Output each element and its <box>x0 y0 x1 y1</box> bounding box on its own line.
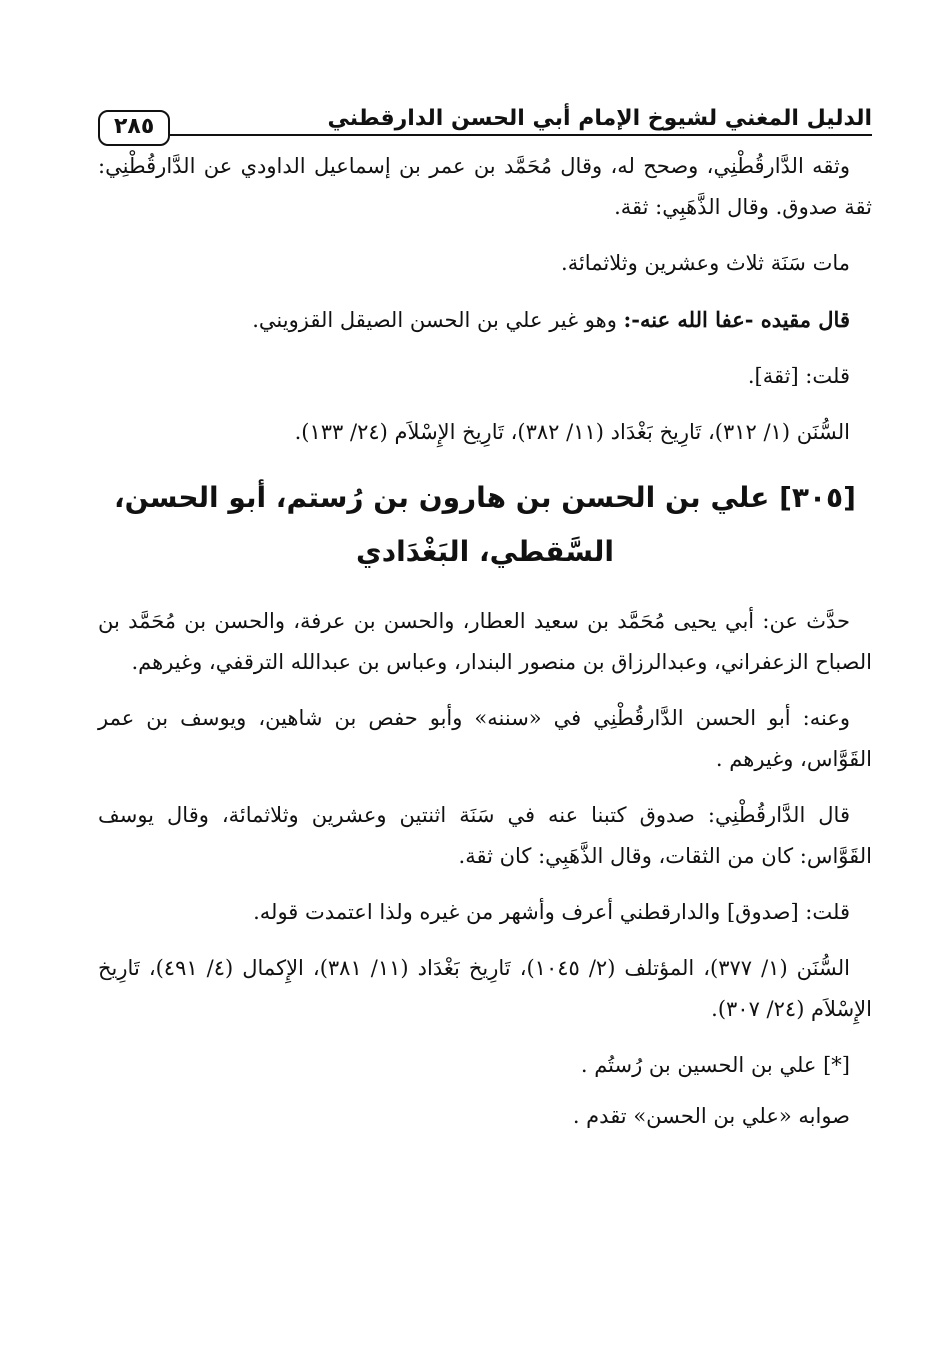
paragraph-cross-reference: [*] علي بن الحسين بن رُستُم . <box>580 1053 850 1077</box>
paragraph-trust: وثقه الدَّارقُطْنِي، وصحح له، وقال مُحَمَّد بن عمر بن إسماعيل الداودي عن الدَّارقُطْنِي: ثقة صدوق. وقال الذَّهَبِي: ثقة. <box>98 154 872 219</box>
paragraph-sources-2: السُّنَن (١/ ٣٧٧)، المؤتلف (٢/ ١٠٤٥)، تَارِيخ بَغْدَاد (١١/ ٣٨١)، الإِكمال (٤/ ٤٩١)، تَارِيخ الإِسْلاَم (٢٤/ ٣٠٧). <box>98 956 872 1021</box>
paragraph-sources: السُّنَن (١/ ٣١٢)، تَارِيخ بَغْدَاد (١١/ ٣٨٢)، تَارِيخ الإِسْلاَم (٢٤/ ١٣٣). <box>294 420 850 444</box>
page-number: ٢٨٥ <box>98 110 170 146</box>
entry-heading-line1: [٣٠٥] علي بن الحسن بن هارون بن رُستم، أبو الحسن، <box>114 481 856 514</box>
page-content <box>98 146 872 1137</box>
paragraph-verdict: قلت: [ثقة]. <box>747 364 850 388</box>
editor-note-text: وهو غير علي بن الحسن الصيقل القزويني. <box>252 308 624 332</box>
paragraph-correction: صوابه «علي بن الحسن» تقدم . <box>572 1104 850 1128</box>
editor-note-label: قال مقيده -عفا الله عنه-: <box>623 307 850 332</box>
paragraph-editor-note <box>98 299 872 341</box>
page-header <box>98 82 872 139</box>
entry-heading-line2: السَّقطي، البَغْدَادي <box>356 535 614 568</box>
entry-heading <box>98 471 872 579</box>
paragraph-death: مات سَنَة ثلاث وعشرين وثلاثمائة. <box>561 251 850 275</box>
running-title: الدليل المغني لشيوخ الإمام أبي الحسن الدارقطني <box>327 106 872 131</box>
paragraph-assessment: قال الدَّارقُطْنِي: صدوق كتبنا عنه في سَنَة اثنتين وعشرين وثلاثمائة، وقال يوسف القَوَّاس: كان من الثقات، وقال الذَّهَبِي: كان ثقة. <box>98 803 872 868</box>
paragraph-verdict-2: قلت: [صدوق] والدارقطني أعرف وأشهر من غيره ولذا اعتمدت قوله. <box>253 900 850 924</box>
paragraph-narrators: وعنه: أبو الحسن الدَّارقُطْنِي في «سننه» وأبو حفص بن شاهين، ويوسف بن عمر القَوَّاس، وغيرهم . <box>98 706 872 771</box>
paragraph-narrated-from: حدَّث عن: أبي يحيى مُحَمَّد بن سعيد العطار، والحسن بن عرفة، والحسن بن مُحَمَّد بن الصباح الزعفراني، وعبدالرزاق بن منصور البندار، وعباس بن عبدالله الترقفي، وغيرهم. <box>98 609 872 674</box>
